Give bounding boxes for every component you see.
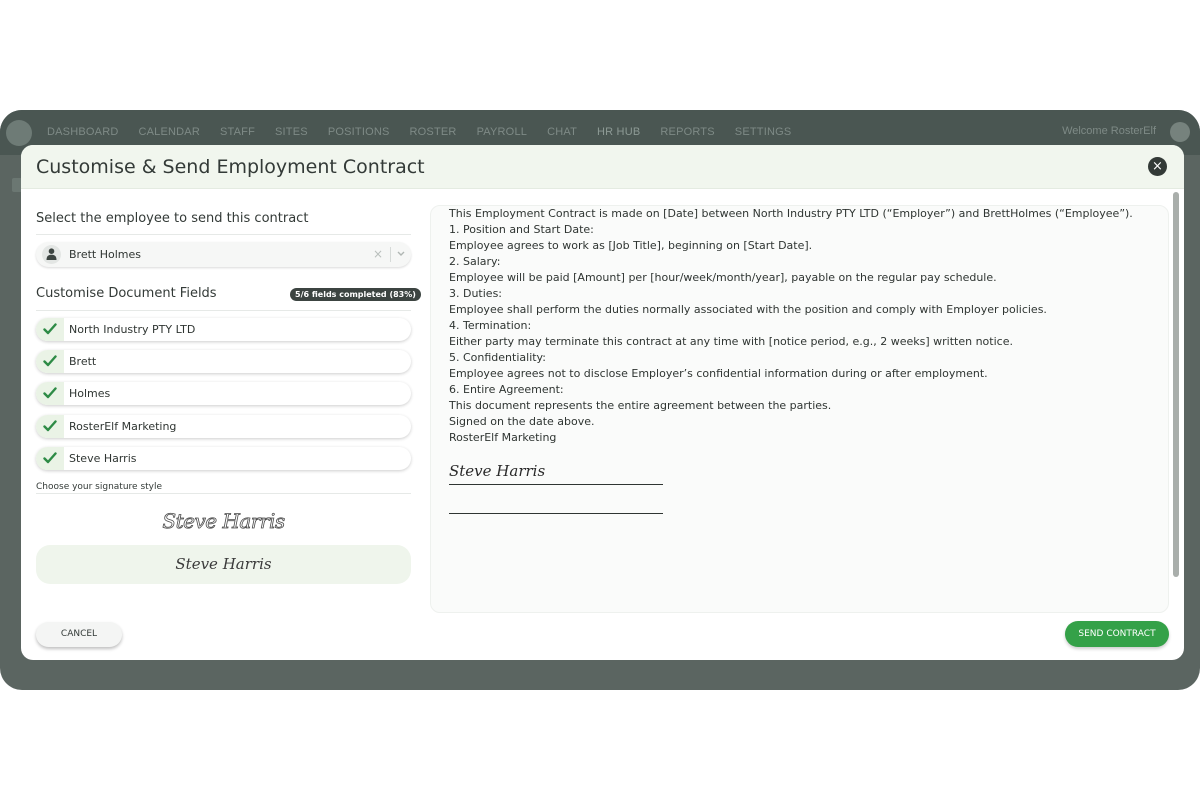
contract-line: This Employment Contract is made on [Date] between North Industry PTY LTD (“Employer”) and BrettHolmes (“Employee”).	[449, 207, 1133, 220]
document-field-value: Brett	[69, 355, 97, 368]
user-icon	[42, 245, 61, 264]
signature-option-text: Steve Harris	[162, 509, 285, 533]
document-field[interactable]	[36, 447, 411, 470]
modal-title: Customise & Send Employment Contract	[36, 156, 425, 178]
close-icon[interactable]: ×	[1148, 157, 1167, 176]
document-field-value: North Industry PTY LTD	[69, 323, 196, 336]
select-separator	[390, 247, 391, 262]
check-icon	[36, 415, 64, 438]
welcome-text: Welcome RosterElf	[1062, 125, 1156, 137]
nav-item-positions[interactable]: POSITIONS	[327, 126, 390, 138]
contract-line: Employee agrees not to disclose Employer’s confidential information during or after employment.	[449, 367, 988, 380]
document-field-value: Holmes	[69, 387, 111, 400]
contract-line: Employee will be paid [Amount] per [hour/week/month/year], payable on the regular pay schedule.	[449, 271, 997, 284]
nav-item-roster[interactable]: ROSTER	[409, 126, 457, 138]
signature-option-text: Steve Harris	[175, 555, 272, 573]
progress-badge: 5/6 fields completed (83%)	[290, 288, 421, 301]
nav-item-staff[interactable]: STAFF	[220, 126, 256, 138]
nav-item-reports[interactable]: REPORTS	[660, 126, 715, 138]
signature-option-script[interactable]	[36, 545, 411, 584]
check-icon	[36, 318, 64, 341]
check-icon	[36, 382, 64, 405]
contract-line: Employee agrees to work as [Job Title], beginning on [Start Date].	[449, 239, 813, 252]
contract-preview	[430, 205, 1169, 613]
contract-line: Employee shall perform the duties normally associated with the position and comply with Employer policies.	[449, 303, 1047, 316]
contract-line: 6. Entire Agreement:	[449, 383, 564, 396]
divider	[36, 310, 411, 311]
nav-item-hr-hub[interactable]: HR HUB	[597, 126, 641, 138]
scrollbar[interactable]	[1172, 192, 1179, 612]
contract-line: 5. Confidentiality:	[449, 351, 546, 364]
send-contract-button[interactable]: SEND CONTRACT	[1065, 621, 1169, 647]
check-icon	[36, 350, 64, 373]
modal-header	[21, 145, 1184, 189]
contract-line: This document represents the entire agreement between the parties.	[449, 399, 832, 412]
chevron-down-icon[interactable]	[396, 247, 406, 264]
document-field[interactable]	[36, 415, 411, 438]
contract-line: 4. Termination:	[449, 319, 532, 332]
contract-line: Either party may terminate this contract at any time with [notice period, e.g., 2 weeks] written notice.	[449, 335, 1013, 348]
nav-item-settings[interactable]: SETTINGS	[734, 126, 792, 138]
contract-line: 2. Salary:	[449, 255, 501, 268]
nav-items	[47, 126, 811, 138]
document-field-value: RosterElf Marketing	[69, 420, 177, 433]
contract-modal	[21, 145, 1184, 660]
nav-item-chat[interactable]: CHAT	[547, 126, 578, 138]
check-icon	[36, 447, 64, 470]
contract-text	[449, 206, 1149, 446]
signature-line	[449, 513, 663, 514]
employee-section-label: Select the employee to send this contract	[36, 211, 309, 226]
cancel-button[interactable]: CANCEL	[36, 622, 122, 647]
signature-line	[449, 484, 663, 485]
contract-line: 1. Position and Start Date:	[449, 223, 594, 236]
fields-section-label: Customise Document Fields	[36, 286, 217, 301]
nav-item-sites[interactable]: SITES	[275, 126, 308, 138]
document-field[interactable]	[36, 350, 411, 373]
document-field-value: Steve Harris	[69, 452, 137, 465]
contract-line: 3. Duties:	[449, 287, 503, 300]
avatar	[1170, 122, 1190, 142]
employee-select[interactable]	[36, 242, 411, 267]
signature-option-outline[interactable]	[36, 503, 411, 539]
document-field[interactable]	[36, 382, 411, 405]
contract-line: Signed on the date above.	[449, 415, 595, 428]
signature-style-label: Choose your signature style	[36, 482, 163, 492]
clear-icon[interactable]: ×	[372, 247, 383, 261]
app-logo-icon	[6, 120, 32, 146]
employee-select-value: Brett Holmes	[69, 248, 141, 261]
scrollbar-thumb[interactable]	[1173, 192, 1179, 577]
nav-item-calendar[interactable]: CALENDAR	[138, 126, 200, 138]
contract-signature: Steve Harris	[449, 462, 546, 480]
document-field[interactable]	[36, 318, 411, 341]
nav-item-dashboard[interactable]: DASHBOARD	[47, 126, 119, 138]
contract-line: RosterElf Marketing	[449, 431, 557, 444]
divider	[36, 493, 411, 494]
nav-item-payroll[interactable]: PAYROLL	[476, 126, 528, 138]
divider	[36, 234, 411, 235]
